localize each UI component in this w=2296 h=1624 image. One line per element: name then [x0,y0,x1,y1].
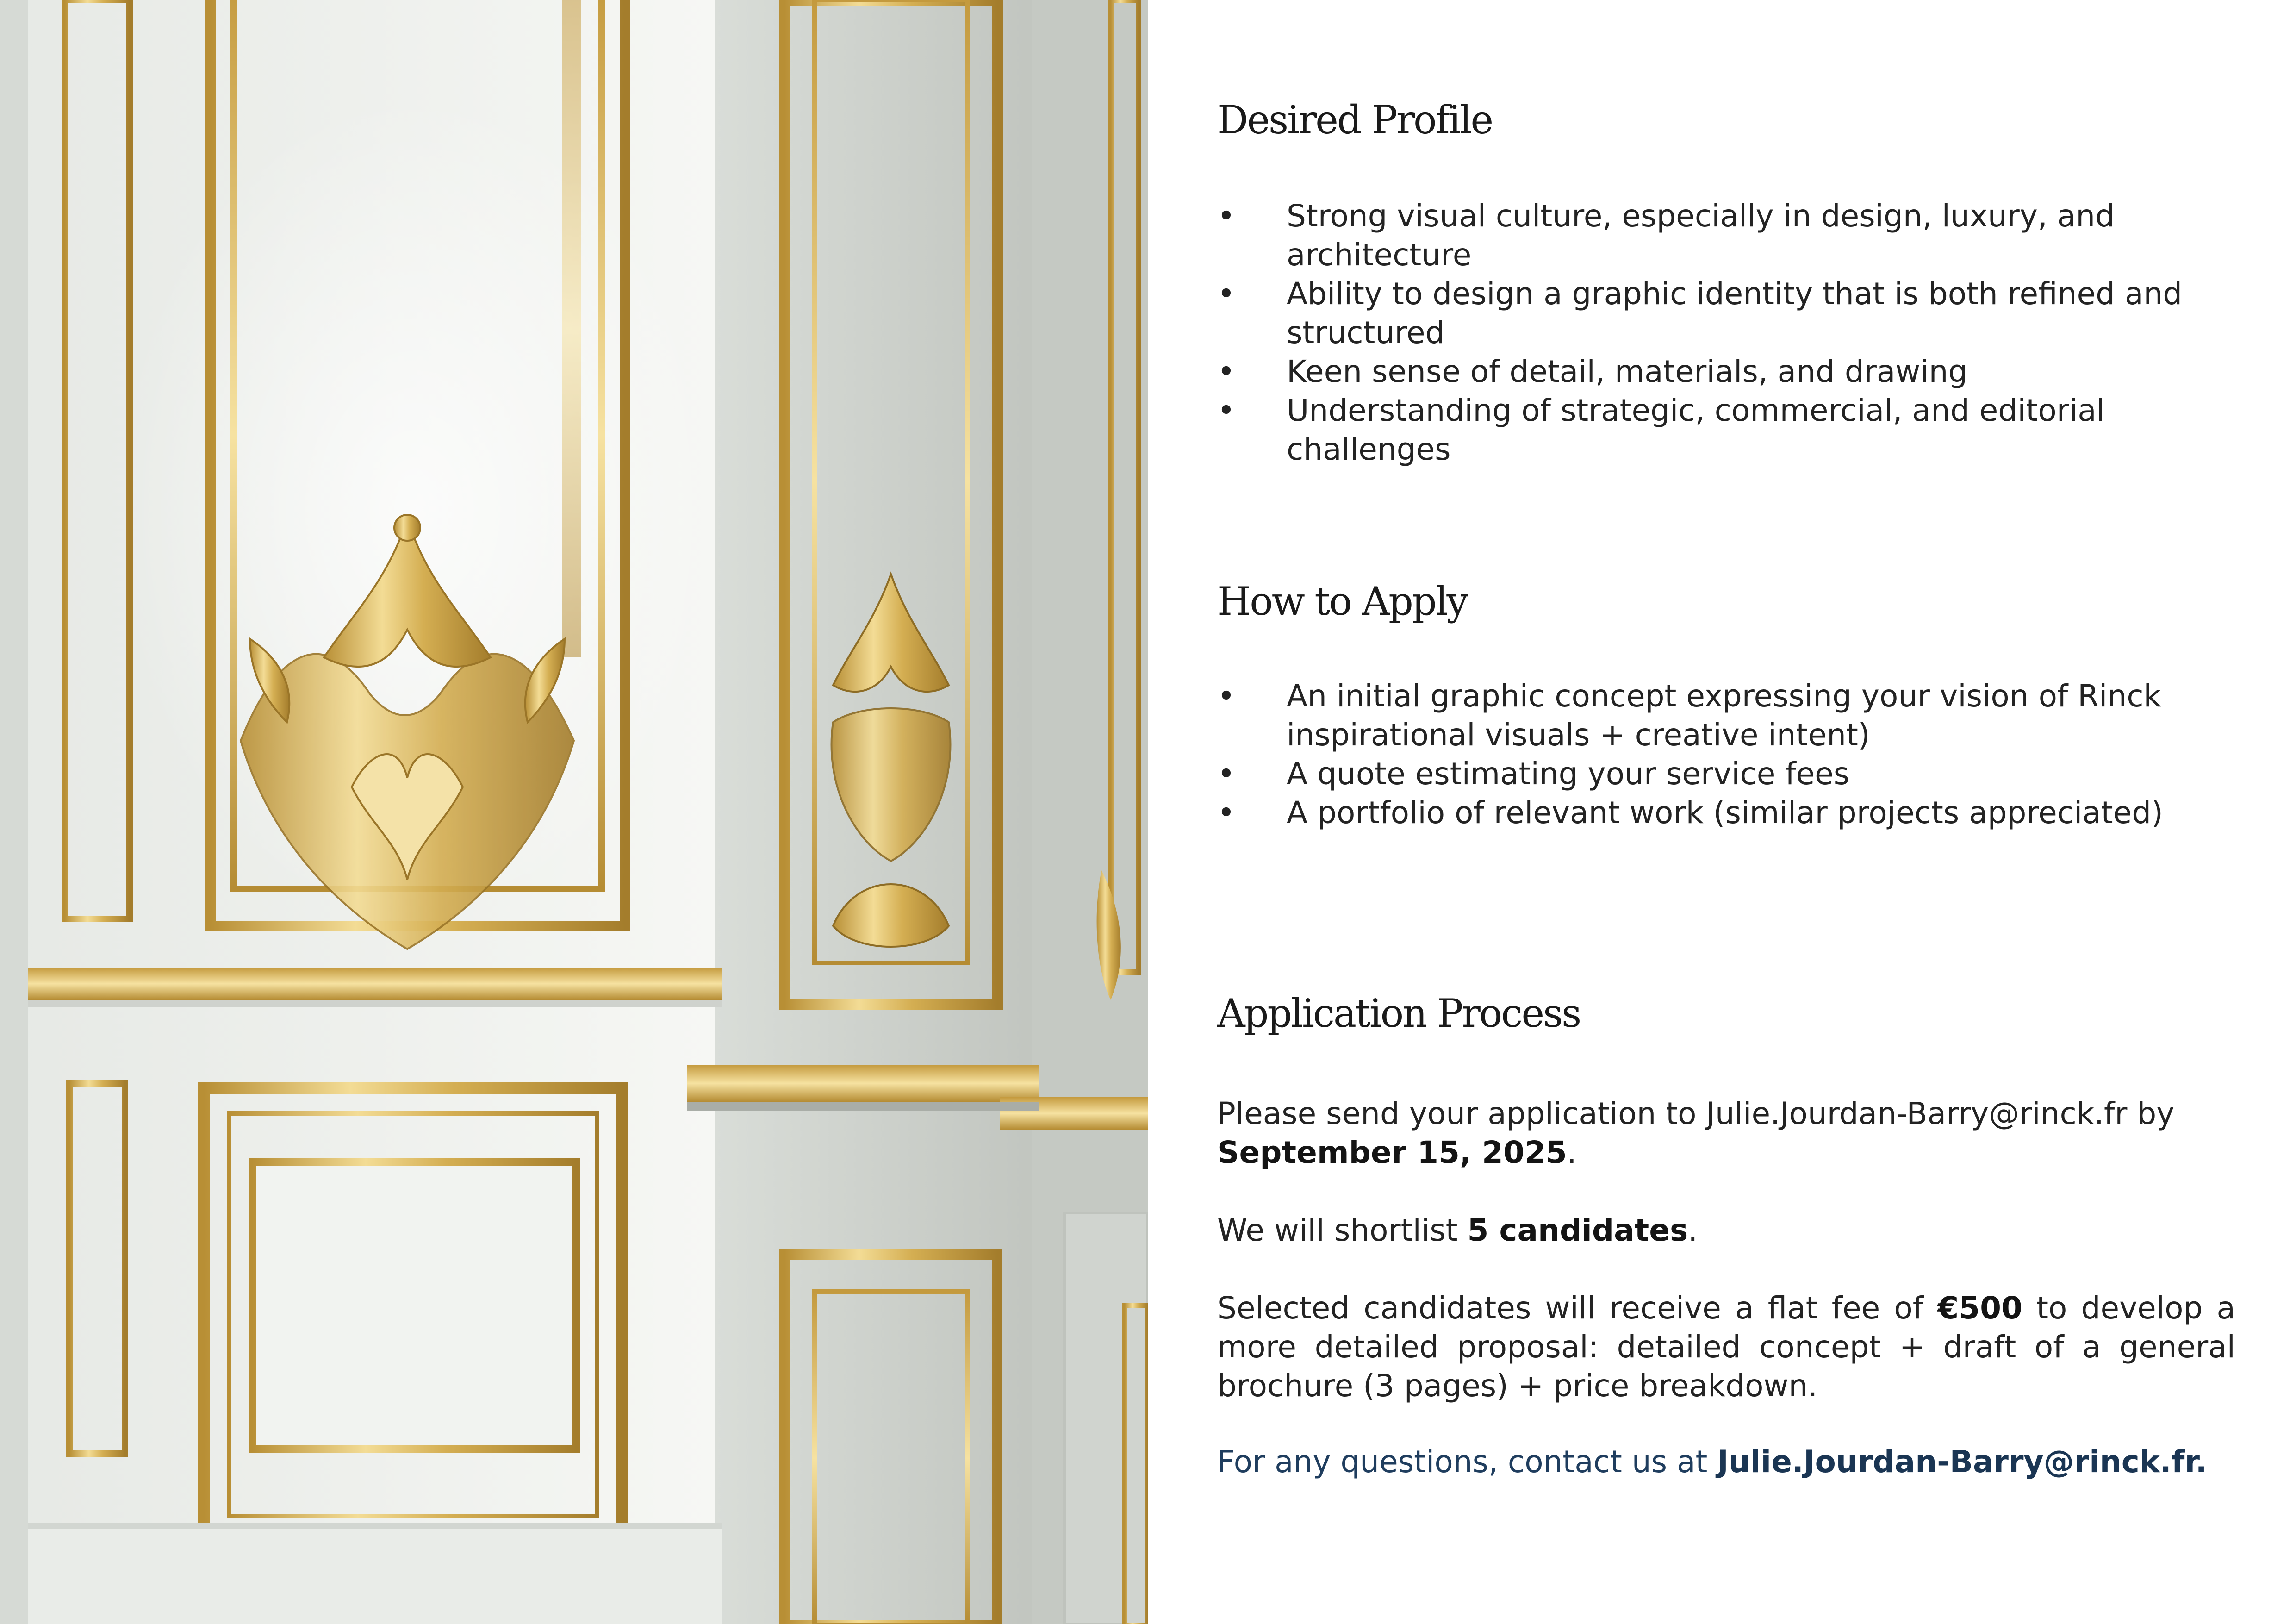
application-send-paragraph: Please send your application to Julie.Jourdan-Barry@rinck.fr by September 15, 2025. [1217,1096,2175,1170]
shortlist-paragraph: We will shortlist 5 candidates. [1217,1212,1698,1248]
fee-paragraph: Selected candidates will receive a flat fee of €500 to develop a more detailed proposal: detailed concept + draft of a general brochure (3 pages) + price breakdown. [1217,1290,2235,1404]
how-to-apply-list [1217,677,2235,832]
contact-email-link[interactable]: Julie.Jourdan-Barry@rinck.fr. [1717,1444,2207,1480]
bullet-icon: • [1217,276,1235,312]
shortlist-count: 5 candidates [1467,1212,1688,1248]
list-item: • Ability to design a graphic identity that is both refined and structured [1217,275,2235,352]
list-item: • Strong visual culture, especially in design, luxury, and architecture [1217,197,2235,275]
bullet-icon: • [1217,756,1235,792]
contact-paragraph: For any questions, contact us at Julie.Jourdan-Barry@rinck.fr. [1217,1444,2207,1480]
bullet-icon: • [1217,198,1235,234]
bullet-icon: • [1217,678,1235,714]
list-item: • A portfolio of relevant work (similar projects appreciated) [1217,793,2235,832]
list-item: • A quote estimating your service fees [1217,755,2235,793]
how-to-apply-heading: How to Apply [1217,579,1467,624]
fee-amount: €500 [1937,1290,2022,1326]
desired-profile-list [1217,197,2235,469]
list-item: • An initial graphic concept expressing your vision of Rinck inspirational visuals + creative intent) [1217,677,2235,755]
list-item: • Keen sense of detail, materials, and drawing [1217,352,2235,391]
deadline-date: September 15, 2025 [1217,1135,1567,1170]
list-item: • Understanding of strategic, commercial, and editorial challenges [1217,391,2235,469]
application-process-heading: Application Process [1217,991,1580,1036]
bullet-icon: • [1217,795,1235,831]
desired-profile-heading: Desired Profile [1217,97,1493,143]
bullet-icon: • [1217,393,1235,428]
content-column [1217,0,2235,1624]
bullet-icon: • [1217,354,1235,389]
